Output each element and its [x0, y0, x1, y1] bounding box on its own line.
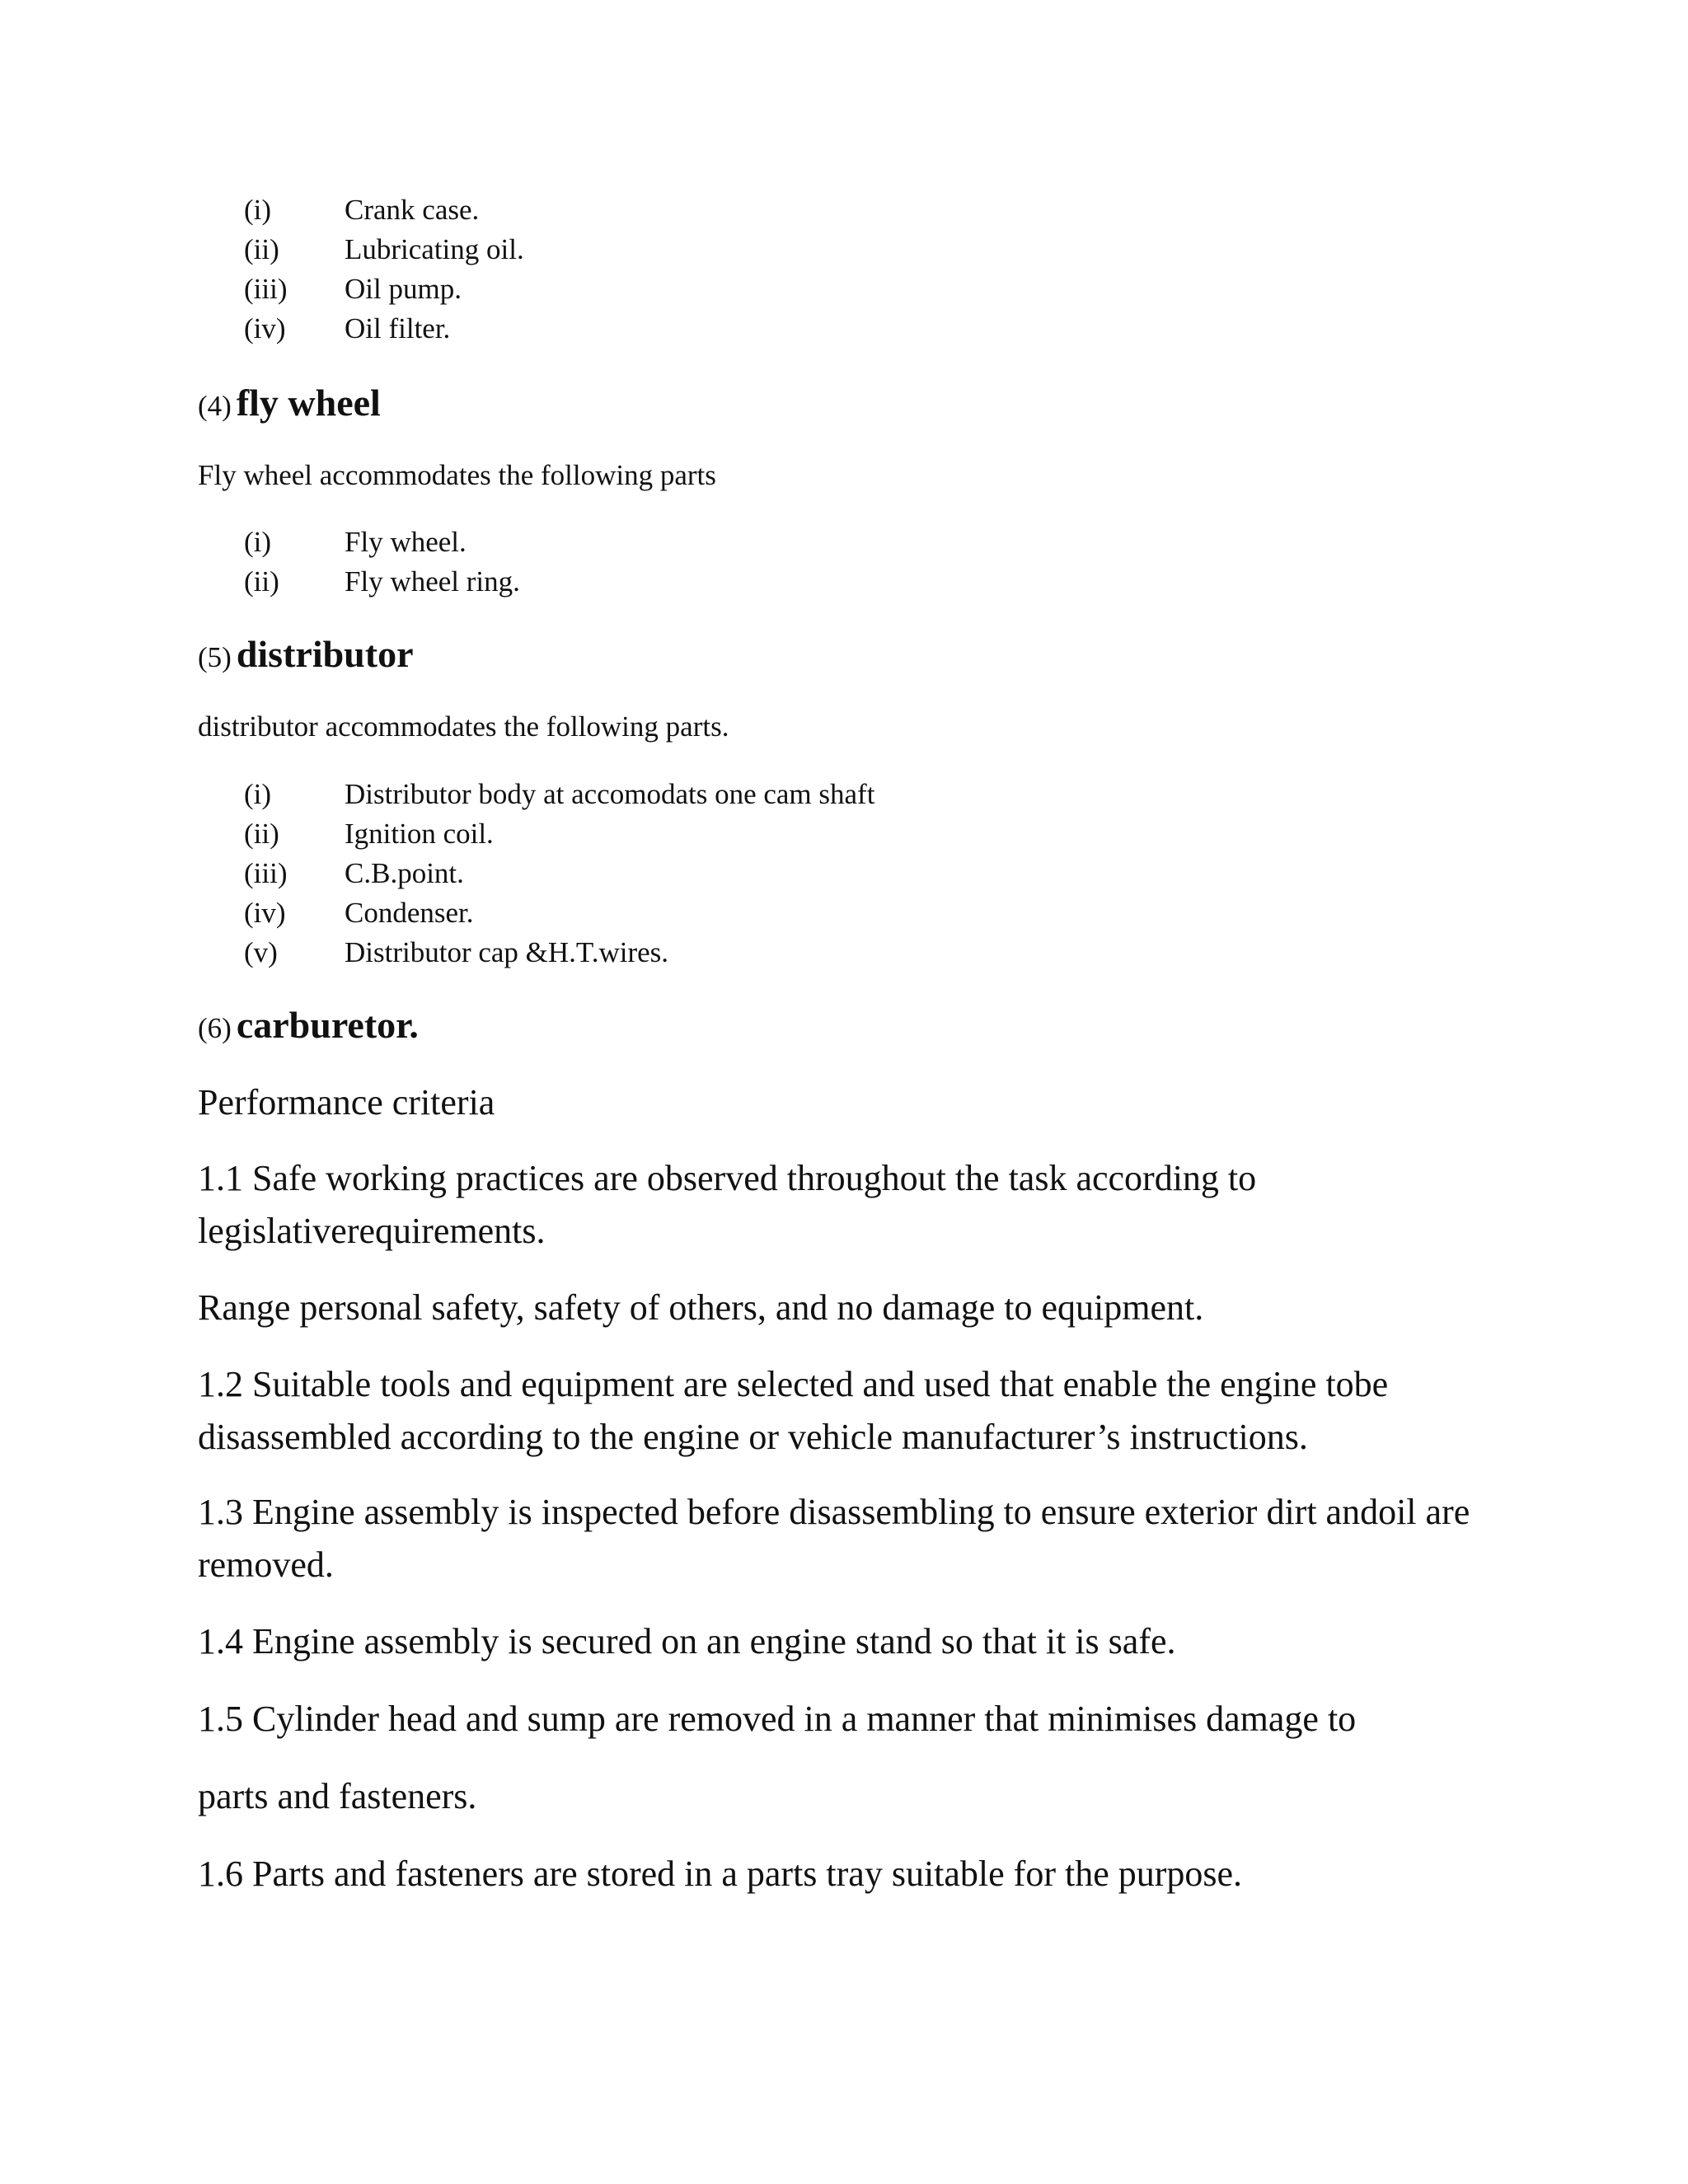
flywheel-parts-list — [244, 523, 520, 602]
list-item — [244, 562, 520, 602]
criterion-1-5-line2: parts and fasteners. — [198, 1776, 477, 1816]
list-number: (ii) — [244, 233, 279, 265]
section-title: distributor — [236, 633, 414, 675]
list-item — [244, 854, 874, 893]
performance-criteria-heading: Performance criteria — [198, 1082, 495, 1122]
list-item — [244, 893, 874, 933]
section-number: (4) — [198, 390, 232, 422]
criterion-1-6: 1.6 Parts and fasteners are stored in a parts tray suitable for the purpose. — [198, 1854, 1243, 1894]
flywheel-intro: Fly wheel accommodates the following parts — [198, 459, 716, 491]
list-item — [244, 230, 524, 269]
section-title: carburetor. — [236, 1004, 419, 1046]
list-item — [244, 933, 874, 972]
list-text: Ignition coil. — [345, 818, 494, 850]
list-text: Crank case. — [345, 194, 480, 226]
list-text: Condenser. — [345, 897, 474, 929]
list-number: (i) — [244, 194, 272, 226]
list-number: (i) — [244, 778, 272, 810]
list-item — [244, 775, 874, 814]
list-text: Oil pump. — [345, 273, 462, 305]
criterion-range: Range personal safety, safety of others, and no damage to equipment. — [198, 1287, 1204, 1328]
list-item — [244, 190, 524, 230]
list-item — [244, 309, 524, 349]
list-text: Lubricating oil. — [345, 233, 524, 265]
list-number: (iv) — [244, 312, 286, 344]
list-text: C.B.point. — [345, 857, 464, 889]
criterion-1-5-line1: 1.5 Cylinder head and sump are removed in a manner that minimises damage to — [198, 1699, 1357, 1739]
section-number: (6) — [198, 1012, 232, 1044]
list-text: Fly wheel. — [345, 526, 467, 558]
criterion-1-4: 1.4 Engine assembly is secured on an engine stand so that it is safe. — [198, 1621, 1176, 1661]
list-number: (iv) — [244, 897, 286, 929]
list-number: (iii) — [244, 273, 288, 305]
list-text: Fly wheel ring. — [345, 565, 520, 598]
list-number: (i) — [244, 526, 272, 558]
list-text: Oil filter. — [345, 312, 451, 344]
list-item — [244, 814, 874, 854]
distributor-intro: distributor accommodates the following parts. — [198, 710, 729, 743]
criterion-1-2: 1.2 Suitable tools and equipment are selected and used that enable the engine tobe disassembled according to the engine or vehicle manufacturer’s instructions. — [198, 1364, 1389, 1457]
criterion-1-1: 1.1 Safe working practices are observed throughout the task according to legislativerequirements. — [198, 1158, 1257, 1251]
carburetor-heading — [198, 1003, 419, 1047]
section-title: fly wheel — [236, 382, 381, 424]
distributor-heading — [198, 632, 414, 676]
list-item — [244, 523, 520, 562]
section-number: (5) — [198, 641, 232, 673]
criterion-1-3: 1.3 Engine assembly is inspected before disassembling to ensure exterior dirt andoil are removed. — [198, 1492, 1470, 1585]
list-number: (iii) — [244, 857, 288, 889]
list-number: (v) — [244, 936, 278, 968]
list-text: Distributor body at accomodats one cam shaft — [345, 778, 875, 810]
list-number: (ii) — [244, 565, 279, 598]
distributor-parts-list — [244, 775, 874, 972]
list-number: (ii) — [244, 818, 279, 850]
list-item — [244, 269, 524, 309]
list-text: Distributor cap &H.T.wires. — [345, 936, 669, 968]
lubrication-parts-list — [244, 190, 524, 349]
flywheel-heading — [198, 381, 381, 424]
